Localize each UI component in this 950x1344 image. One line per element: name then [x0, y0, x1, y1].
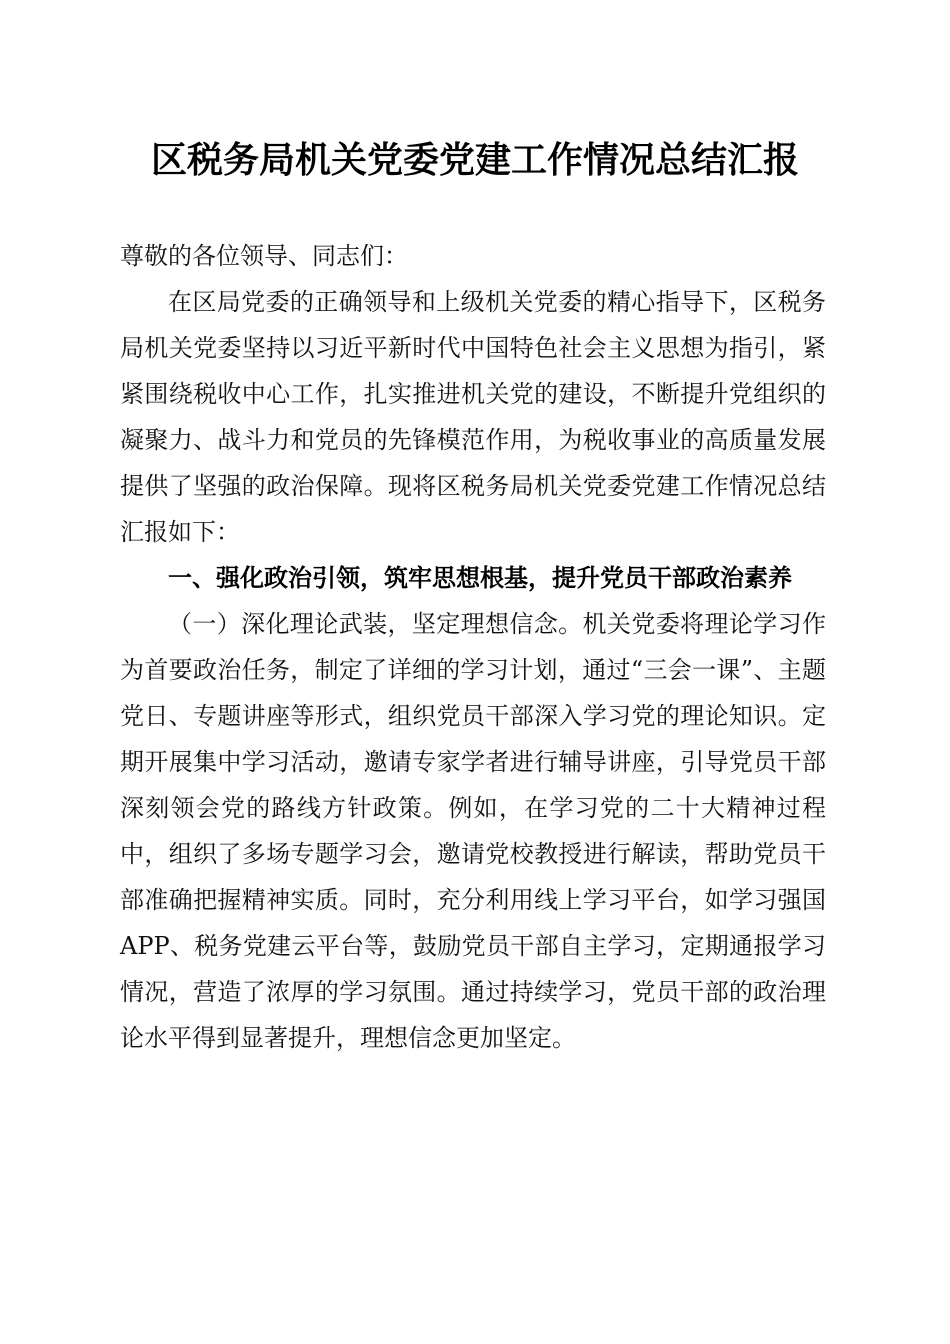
- section-heading-1: 一、强化政治引领，筑牢思想根基，提升党员干部政治素养: [168, 564, 792, 592]
- subsection-paragraph-1: [120, 601, 826, 1061]
- subsection-heading-1: （一）深化理论武装，坚定理想信念。: [168, 610, 583, 638]
- document-title: 区税务局机关党委党建工作情况总结汇报: [150, 139, 799, 181]
- subsection-body-1: 机关党委将理论学习作为首要政治任务，制定了详细的学习计划，通过“三会一课”、主题党日、专题讲座等形式，组织党员干部深入学习党的理论知识。定期开展集中学习活动，邀请专家学者进行辅导讲座，引导党员干部深刻领会党的路线方针政策。例如，在学习党的二十大精神过程中，组织了多场专题学习会，邀请党校教授进行解读，帮助党员干部准确把握精神实质。同时，充分利用线上学习平台，如学习强国APP、税务党建云平台等，鼓励党员干部自主学习，定期通报学习情况，营造了浓厚的学习氛围。通过持续学习，党员干部的政治理论水平得到显著提升，理想信念更加坚定。: [120, 610, 827, 1052]
- intro-paragraph: 在区局党委的正确领导和上级机关党委的精心指导下，区税务局机关党委坚持以习近平新时代中国特色社会主义思想为指引，紧紧围绕税收中心工作，扎实推进机关党的建设，不断提升党组织的凝聚力、战斗力和党员的先锋模范作用，为税收事业的高质量发展提供了坚强的政治保障。现将区税务局机关党委党建工作情况总结汇报如下：: [120, 288, 826, 546]
- document-body: [120, 233, 826, 1061]
- salutation: 尊敬的各位领导、同志们：: [120, 242, 408, 270]
